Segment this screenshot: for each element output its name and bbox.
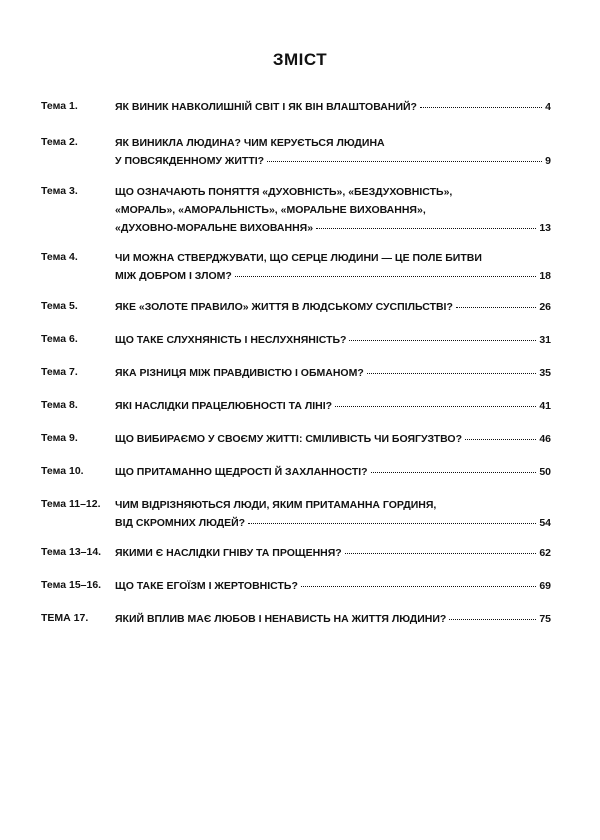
toc-entry-title-line	[115, 516, 551, 534]
toc-entry-title-text: ЯКІ НАСЛІДКИ ПРАЦЕЛЮБНОСТІ ТА ЛІНІ?	[115, 400, 333, 412]
toc-entry-title-line	[115, 136, 551, 154]
dot-leader	[267, 161, 542, 162]
toc-entry-number: Тема 15–16.	[41, 579, 102, 591]
toc-entry-title-line	[115, 185, 551, 203]
toc-entry-title-line	[115, 154, 551, 172]
toc-entry-title	[115, 432, 551, 450]
toc-entry-title-text: ЯК ВИНИК НАВКОЛИШНІЙ СВІТ І ЯК ВІН ВЛАШТОВАНИЙ?	[115, 101, 417, 113]
dot-leader	[420, 107, 542, 108]
toc-entry-title-text: ЯКА РІЗНИЦЯ МІЖ ПРАВДИВІСТЮ І ОБМАНОМ?	[115, 367, 364, 379]
toc-entry-title	[115, 251, 551, 287]
toc-entry-number: Тема 1.	[41, 100, 78, 112]
toc-entry-title-text: ЩО ТАКЕ СЛУХНЯНІСТЬ І НЕСЛУХНЯНІСТЬ?	[115, 334, 347, 346]
toc-entry-title-line	[115, 366, 551, 384]
toc-entry-number: Тема 4.	[41, 251, 78, 263]
dot-leader	[449, 619, 536, 620]
toc-entry-number: Тема 6.	[41, 333, 78, 345]
toc-page-number: 31	[539, 334, 551, 346]
toc-page-number: 35	[539, 367, 551, 379]
toc-page-number: 69	[539, 580, 551, 592]
dot-leader	[465, 439, 536, 440]
toc-page-number: 26	[539, 301, 551, 313]
toc-entry-title-line	[115, 465, 551, 483]
toc-entry-title	[115, 366, 551, 384]
toc-entry-title-line	[115, 498, 551, 516]
toc-entry-title-line	[115, 612, 551, 630]
toc-entry-title-text: ЧИ МОЖНА СТВЕРДЖУВАТИ, ЩО СЕРЦЕ ЛЮДИНИ — ЦЕ ПОЛЕ БИТВИ	[115, 252, 482, 264]
toc-entry-title-line	[115, 221, 551, 239]
toc-entry-title-text: «ДУХОВНО-МОРАЛЬНЕ ВИХОВАННЯ»	[115, 222, 314, 234]
toc-entry-number: Тема 9.	[41, 432, 78, 444]
toc-entry-title	[115, 333, 551, 351]
toc-entry-title-line	[115, 269, 551, 287]
toc-entry-title	[115, 465, 551, 483]
toc-entry-title-text: ЯКИМИ Є НАСЛІДКИ ГНІВУ ТА ПРОЩЕННЯ?	[115, 547, 342, 559]
toc-entry-title-text: ВІД СКРОМНИХ ЛЮДЕЙ?	[115, 517, 246, 529]
dot-leader	[349, 340, 536, 341]
toc-entry-title-line	[115, 432, 551, 450]
toc-entry-title	[115, 399, 551, 417]
toc-page-number: 54	[539, 517, 551, 529]
dot-leader	[248, 523, 536, 524]
toc-entry-number: ТЕМА 17.	[41, 612, 89, 624]
toc-entry-title-text: ЯК ВИНИКЛА ЛЮДИНА? ЧИМ КЕРУЄТЬСЯ ЛЮДИНА	[115, 137, 385, 149]
toc-entry-title	[115, 612, 551, 630]
toc-entry-title-text: У ПОВСЯКДЕННОМУ ЖИТТІ?	[115, 155, 265, 167]
toc-entry-number: Тема 3.	[41, 185, 78, 197]
toc-entry-number: Тема 10.	[41, 465, 84, 477]
toc-page-number: 4	[545, 101, 551, 113]
toc-page-number: 46	[539, 433, 551, 445]
dot-leader	[316, 228, 536, 229]
toc-entry-title-text: ЧИМ ВІДРІЗНЯЮТЬСЯ ЛЮДИ, ЯКИМ ПРИТАМАННА ГОРДИНЯ,	[115, 499, 437, 511]
toc-entry-title-line	[115, 546, 551, 564]
toc-page-number: 18	[539, 270, 551, 282]
dot-leader	[335, 406, 536, 407]
toc-entry-title-text: ЩО ТАКЕ ЕГОЇЗМ І ЖЕРТОВНІСТЬ?	[115, 580, 298, 592]
toc-page-number: 9	[545, 155, 551, 167]
toc-entry-title	[115, 136, 551, 172]
toc-entry-title	[115, 579, 551, 597]
toc-entry-title-text: ЩО ПРИТАМАННО ЩЕДРОСТІ Й ЗАХЛАННОСТІ?	[115, 466, 368, 478]
toc-page-number: 75	[539, 613, 551, 625]
toc-entry-number: Тема 8.	[41, 399, 78, 411]
toc-entry-title	[115, 300, 551, 318]
toc-page-number: 62	[539, 547, 551, 559]
dot-leader	[235, 276, 537, 277]
toc-entry-title-text: ЩО ВИБИРАЄМО У СВОЄМУ ЖИТТІ: СМІЛИВІСТЬ ЧИ БОЯГУЗТВО?	[115, 433, 463, 445]
toc-page-number: 41	[539, 400, 551, 412]
toc-entry-title-text: «МОРАЛЬ», «АМОРАЛЬНІСТЬ», «МОРАЛЬНЕ ВИХОВАННЯ»,	[115, 204, 426, 216]
toc-entry-number: Тема 13–14.	[41, 546, 102, 558]
dot-leader	[456, 307, 536, 308]
dot-leader	[345, 553, 537, 554]
toc-entry-number: Тема 2.	[41, 136, 78, 148]
toc-entry-title-line	[115, 100, 551, 118]
toc-entry-title-text: МІЖ ДОБРОМ І ЗЛОМ?	[115, 270, 232, 282]
dot-leader	[301, 586, 536, 587]
toc-entry-title	[115, 185, 551, 239]
dot-leader	[367, 373, 537, 374]
toc-entry-title-line	[115, 579, 551, 597]
toc-entry-title-line	[115, 333, 551, 351]
toc-page-number: 13	[539, 222, 551, 234]
toc-entry-number: Тема 7.	[41, 366, 78, 378]
toc-entry-title-text: ЩО ОЗНАЧАЮТЬ ПОНЯТТЯ «ДУХОВНІСТЬ», «БЕЗДУХОВНІСТЬ»,	[115, 186, 453, 198]
toc-entry-title-line	[115, 300, 551, 318]
toc-entry-title	[115, 546, 551, 564]
toc-entry-title	[115, 100, 551, 118]
toc-entry-title-text: ЯКИЙ ВПЛИВ МАЄ ЛЮБОВ І НЕНАВИСТЬ НА ЖИТТЯ ЛЮДИНИ?	[115, 613, 447, 625]
dot-leader	[371, 472, 537, 473]
toc-entry-title-text: ЯКЕ «ЗОЛОТЕ ПРАВИЛО» ЖИТТЯ В ЛЮДСЬКОМУ СУСПІЛЬСТВІ?	[115, 301, 453, 313]
page-title: ЗМІСТ	[272, 50, 328, 69]
toc-entry-title-line	[115, 203, 551, 221]
toc-entry-title	[115, 498, 551, 534]
toc-entry-number: Тема 11–12.	[41, 498, 101, 510]
toc-entry-title-line	[115, 251, 551, 269]
toc-entry-number: Тема 5.	[41, 300, 78, 312]
toc-entry-title-line	[115, 399, 551, 417]
toc-page-number: 50	[539, 466, 551, 478]
